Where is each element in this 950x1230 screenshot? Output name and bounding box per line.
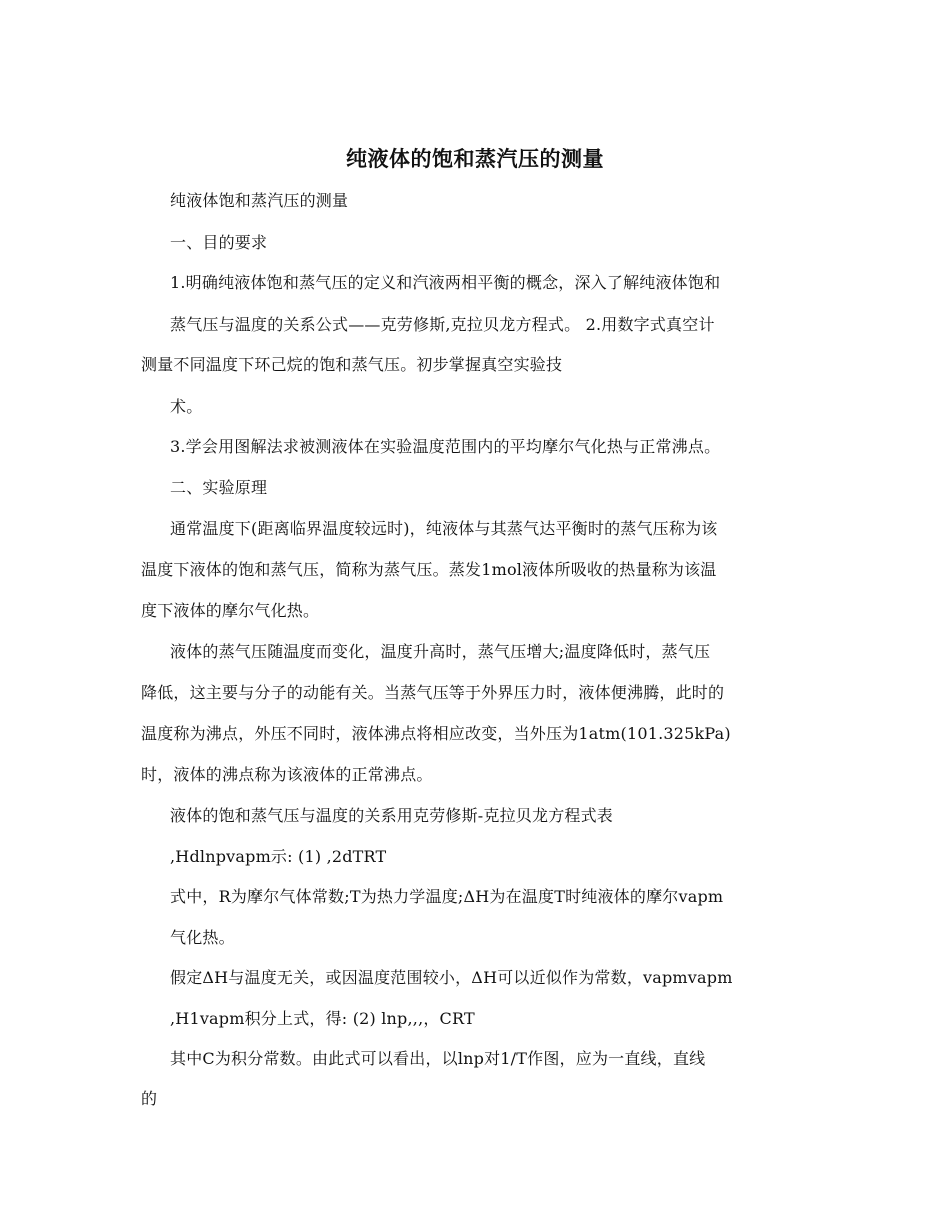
- section-heading-objectives: 一、目的要求: [170, 233, 268, 252]
- subtitle-line: 纯液体饱和蒸汽压的测量: [170, 191, 349, 210]
- text-line: 降低，这主要与分子的动能有关。当蒸气压等于外界压力时，液体便沸腾，此时的: [141, 683, 725, 702]
- text-line: 1.明确纯液体饱和蒸气压的定义和汽液两相平衡的概念，深入了解纯液体饱和: [170, 273, 721, 292]
- text-line: 其中C为积分常数。由此式可以看出，以lnp对1/T作图，应为一直线，直线: [170, 1049, 706, 1068]
- text-line: 术。: [170, 397, 203, 416]
- text-line: 气化热。: [170, 928, 235, 947]
- text-line: 3.学会用图解法求被测液体在实验温度范围内的平均摩尔气化热与正常沸点。: [170, 437, 721, 456]
- text-line: 时，液体的沸点称为该液体的正常沸点。: [141, 765, 433, 784]
- text-line: 蒸气压与温度的关系公式——克劳修斯,克拉贝龙方程式。 2.用数字式真空计: [170, 315, 715, 334]
- text-line: 温度下液体的饱和蒸气压，简称为蒸气压。蒸发1mol液体所吸收的热量称为该温: [141, 560, 717, 579]
- text-line: 式中，R为摩尔气体常数;T为热力学温度;ΔH为在温度T时纯液体的摩尔vapm: [170, 887, 724, 906]
- text-line: 的: [141, 1089, 158, 1108]
- text-line: 度下液体的摩尔气化热。: [141, 601, 320, 620]
- text-line: 假定ΔH与温度无关，或因温度范围较小，ΔH可以近似作为常数，vapmvapm: [170, 968, 733, 987]
- equation-line-1: ,Hdlnpvapm示: (1) ,2dTRT: [170, 847, 387, 866]
- text-line: 液体的蒸气压随温度而变化，温度升高时，蒸气压增大;温度降低时，蒸气压: [170, 642, 711, 661]
- text-line: 通常温度下(距离临界温度较远时)，纯液体与其蒸气达平衡时的蒸气压称为该: [170, 519, 718, 538]
- equation-line-2: ,H1vapm积分上式，得: (2) lnp,,,，CRT: [170, 1009, 475, 1028]
- text-line: 液体的饱和蒸气压与温度的关系用克劳修斯-克拉贝龙方程式表: [170, 806, 614, 825]
- section-heading-principle: 二、实验原理: [170, 478, 268, 497]
- text-line: 测量不同温度下环己烷的饱和蒸气压。初步掌握真空实验技: [141, 355, 563, 374]
- text-line: 温度称为沸点，外压不同时，液体沸点将相应改变，当外压为1atm(101.325kPa): [141, 724, 731, 743]
- document-title: 纯液体的饱和蒸汽压的测量: [346, 146, 604, 171]
